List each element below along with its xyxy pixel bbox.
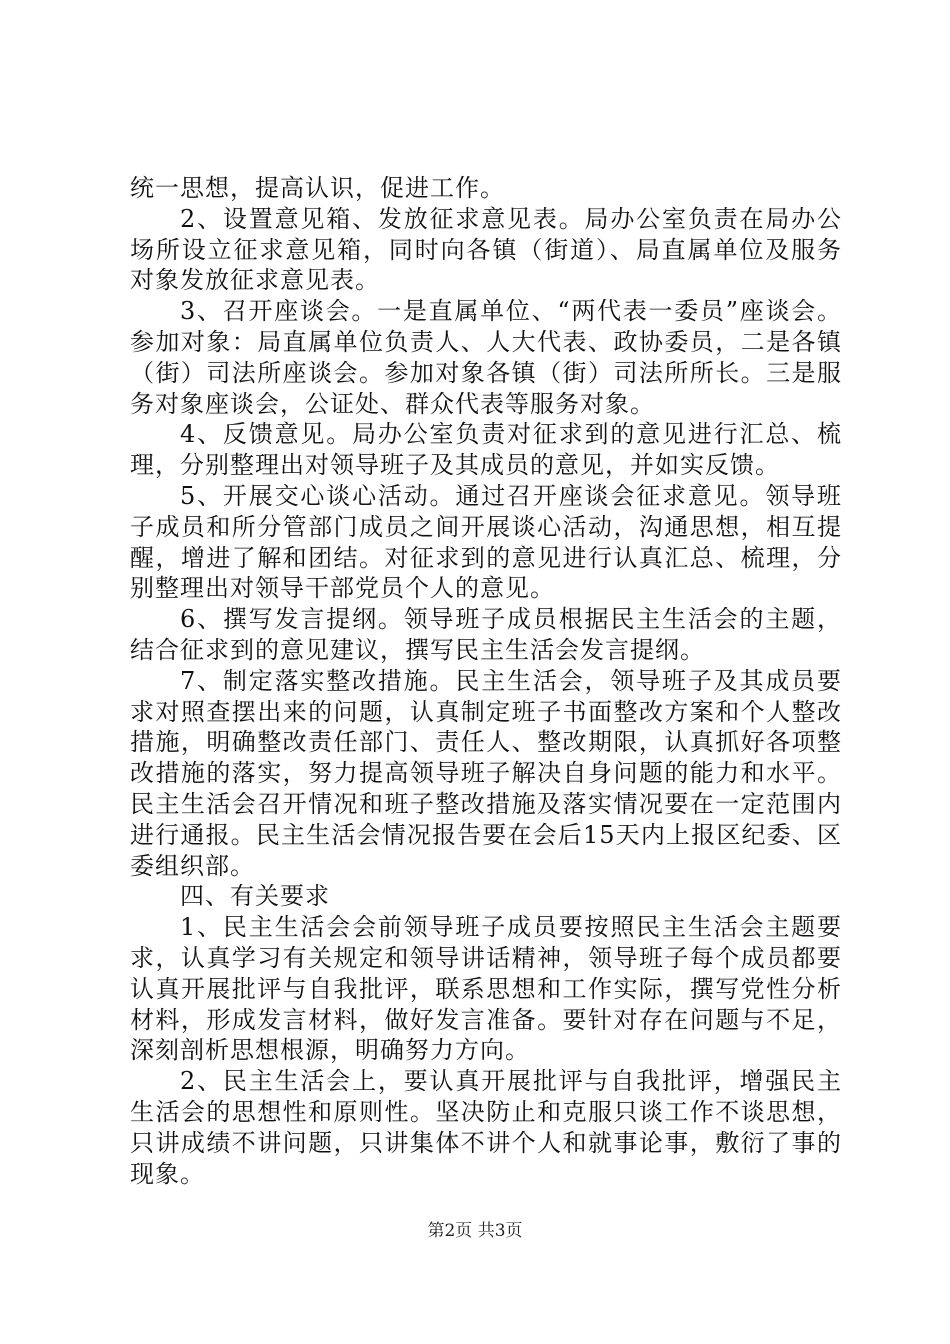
paragraph-requirement-2: 2、民主生活会上，要认真开展批评与自我批评，增强民主生活会的思想性和原则性。坚决防止和克服只谈工作不谈思想，只讲成绩不讲问题，只讲集体不讲个人和就事论事，敷衍了事的现象。 bbox=[130, 1067, 842, 1188]
paragraph-requirement-1: 1、民主生活会会前领导班子成员要按照民主生活会主题要求，认真学习有关规定和领导讲话精神，领导班子每个成员都要认真开展批评与自我批评，联系思想和工作实际，撰写党性分析材料，形成发言材料，做好发言准备。要针对存在问题与不足，深刻剖析思想根源，明确努力方向。 bbox=[130, 913, 842, 1065]
paragraph-item-7: 7、制定落实整改措施。民主生活会，领导班子及其成员要求对照查摆出来的问题，认真制定班子书面整改方案和个人整改措施，明确整改责任部门、责任人、整改期限，认真抓好各项整改措施的落实，努力提高领导班子解决自身问题的能力和水平。民主生活会召开情况和班子整改措施及落实情况要在一定范围内进行通报。民主生活会情况报告要在会后15天内上报区纪委、区委组织部。 bbox=[130, 666, 842, 880]
paragraph-item-6: 6、撰写发言提纲。领导班子成员根据民主生活会的主题，结合征求到的意见建议，撰写民主生活会发言提纲。 bbox=[130, 605, 842, 664]
page-number-label: 第2页 共3页 bbox=[427, 1221, 523, 1241]
page-footer bbox=[0, 1216, 950, 1241]
document-body bbox=[130, 173, 842, 1189]
paragraph-item-5: 5、开展交心谈心活动。通过召开座谈会征求意见。领导班子成员和所分管部门成员之间开展谈心活动，沟通思想，相互提醒，增进了解和团结。对征求到的意见进行认真汇总、梳理，分别整理出对领导干部党员个人的意见。 bbox=[130, 481, 842, 603]
paragraph-item-4: 4、反馈意见。局办公室负责对征求到的意见进行汇总、梳理，分别整理出对领导班子及其成员的意见，并如实反馈。 bbox=[130, 420, 842, 480]
paragraph-item-2: 2、设置意见箱、发放征求意见表。局办公室负责在局办公场所设立征求意见箱，同时向各镇（街道）、局直属单位及服务对象发放征求意见表。 bbox=[130, 204, 842, 295]
paragraph-continuation: 统一思想，提高认识，促进工作。 bbox=[130, 174, 505, 202]
paragraph-item-3: 3、召开座谈会。一是直属单位、“两代表一委员”座谈会。参加对象：局直属单位负责人、人大代表、政协委员，二是各镇（街）司法所座谈会。参加对象各镇（街）司法所所长。三是服务对象座谈会，公证处、群众代表等服务对象。 bbox=[130, 297, 842, 418]
section-heading-requirements: 四、有关要求 bbox=[180, 882, 330, 911]
